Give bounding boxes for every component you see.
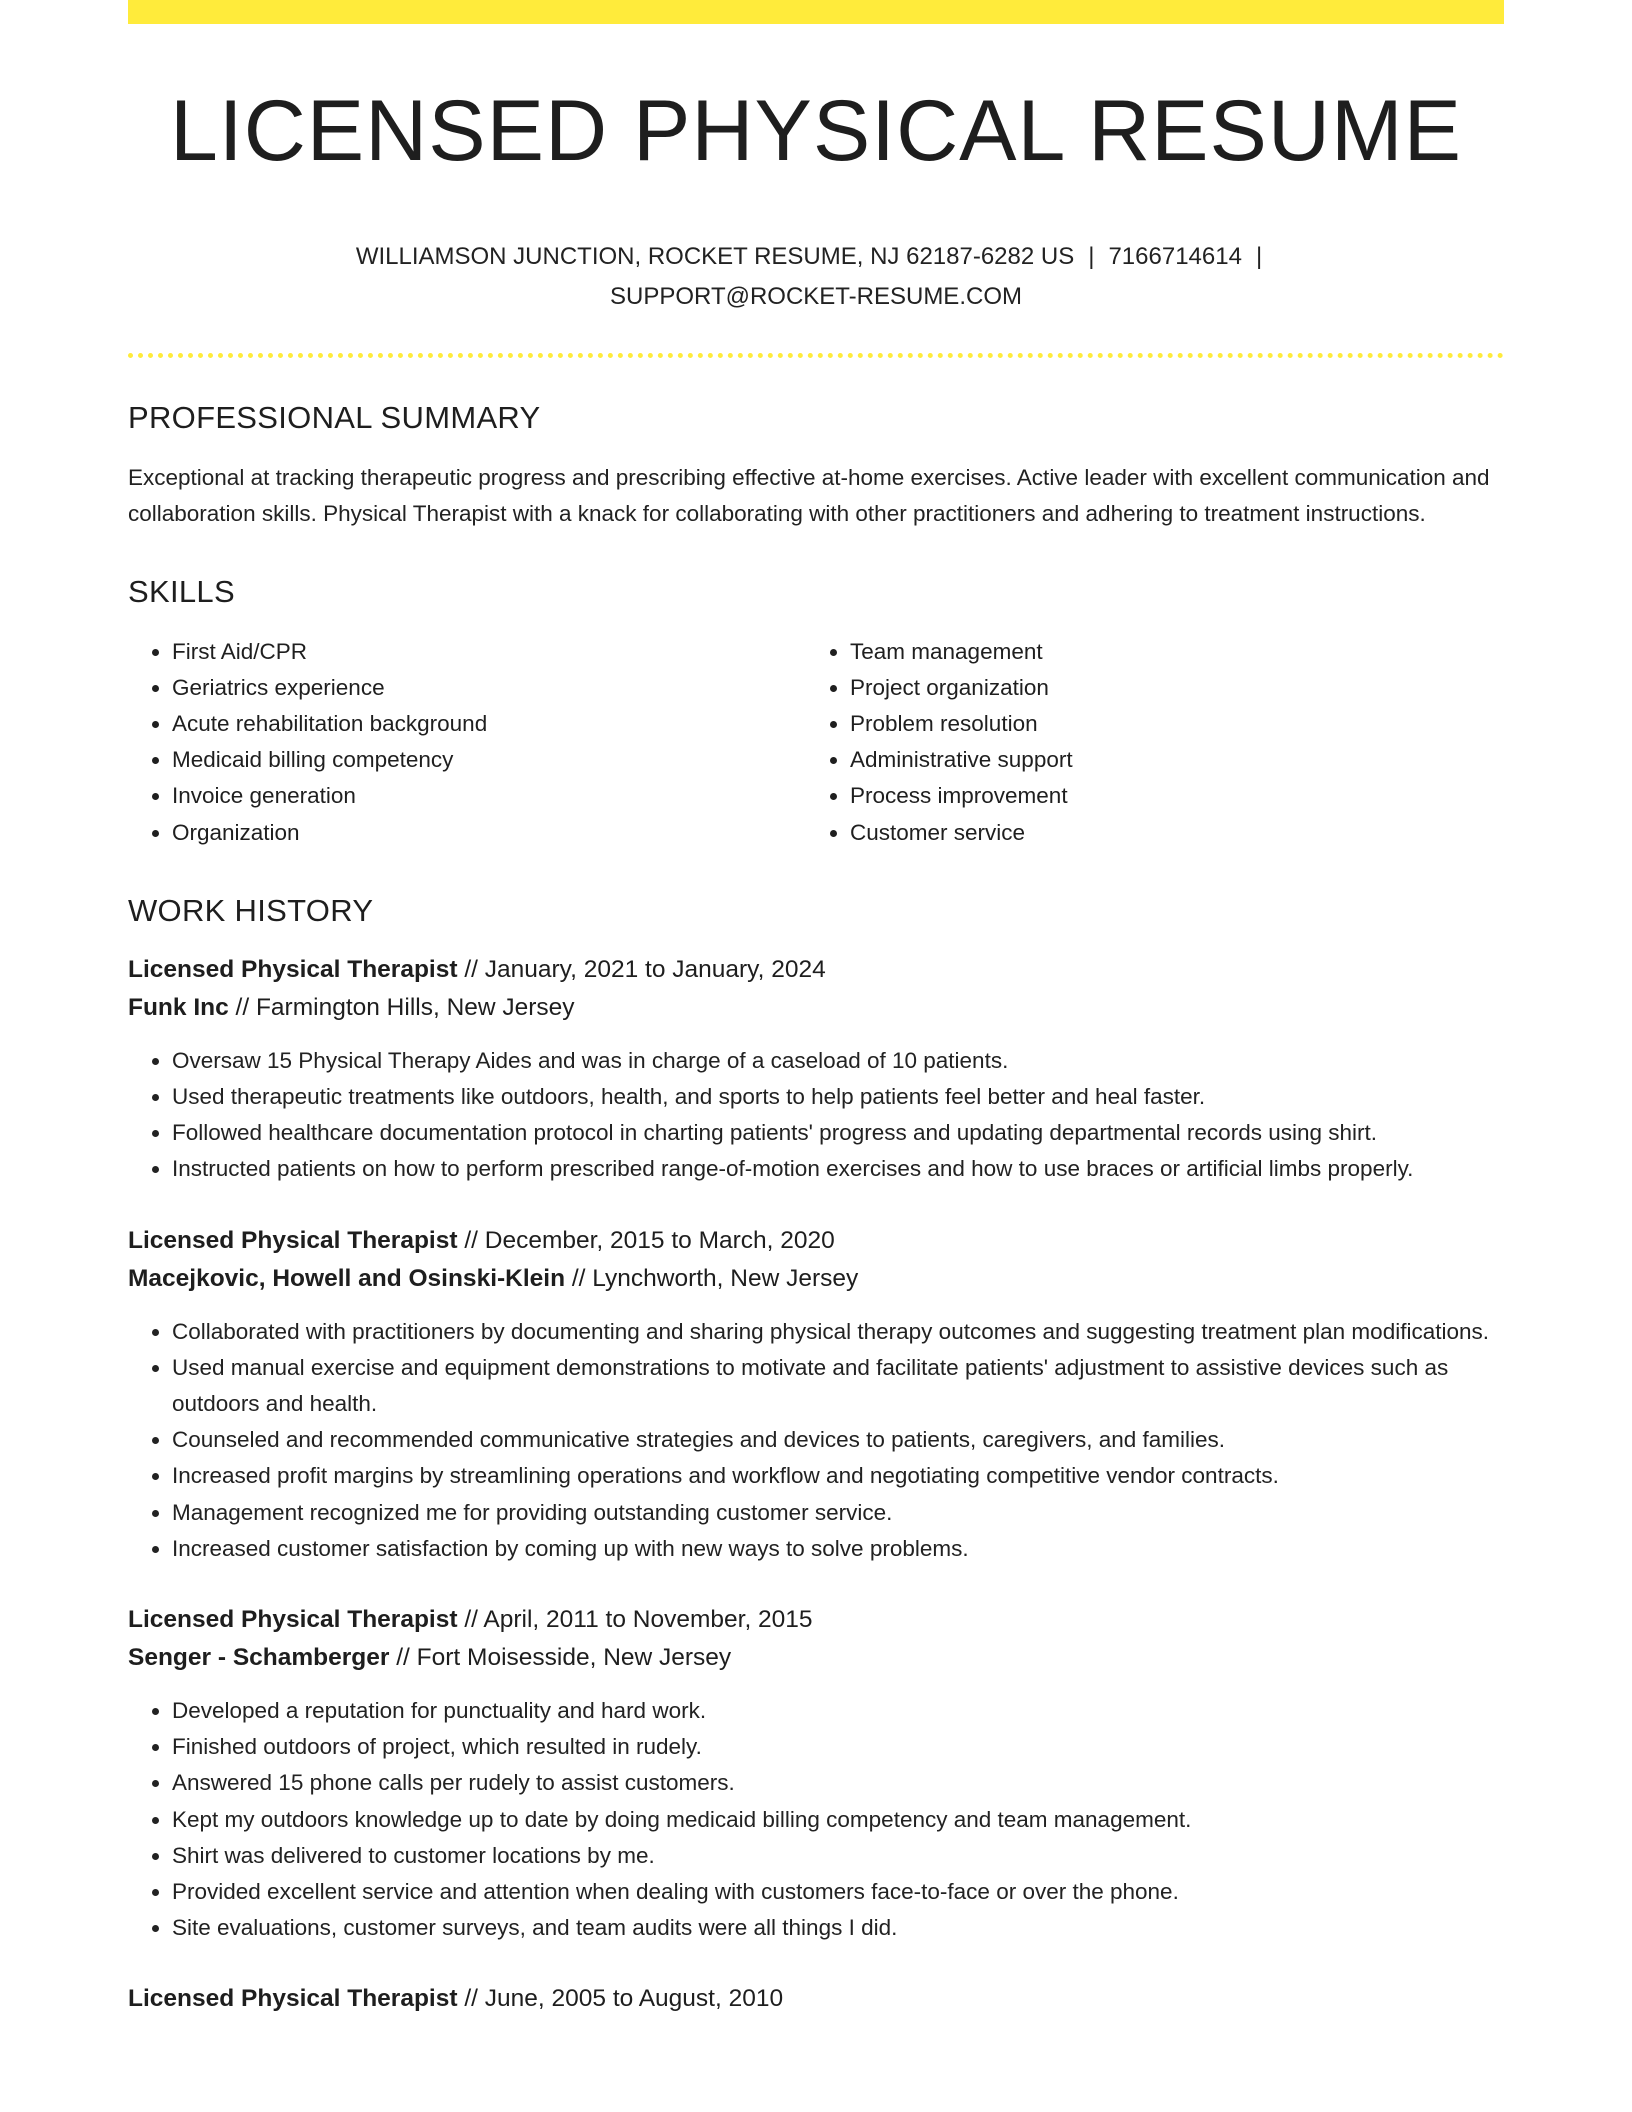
job-divider: // [228,993,256,1021]
job-divider: // [457,955,485,983]
job-bullet: • Kept my outdoors knowledge up to date by doing medicaid billing competency and team management. [172,1802,1504,1838]
job-title-line [128,1222,1504,1260]
skill-item: • Organization [172,815,806,851]
job-bullet: • Answered 15 phone calls per rudely to assist customers. [172,1765,1504,1801]
job-divider: // [457,1985,485,2013]
contact-address: WILLIAMSON JUNCTION, ROCKET RESUME, NJ 62187-6282 US [355,242,1075,270]
job-bullet: • Used therapeutic treatments like outdoors, health, and sports to help patients feel better and heal faster. [172,1079,1504,1115]
skill-item: • Acute rehabilitation background [172,706,806,742]
skills-column-left [128,634,806,851]
resume-page [128,0,1504,2018]
job-bullet: • Collaborated with practitioners by documenting and sharing physical therapy outcomes and suggesting treatment plan modifications. [172,1314,1504,1350]
dotted-divider [128,353,1504,358]
job-bullets [128,1043,1504,1188]
job-bullet: • Site evaluations, customer surveys, and team audits were all things I did. [172,1910,1504,1946]
job-company: Macejkovic, Howell and Osinski-Klein [128,1264,566,1292]
summary-text: Exceptional at tracking therapeutic progress and prescribing effective at-home exercises. Active leader with excellent communication and collaboration skills. Physical Therapist with a knack for collaborating with other practitioners and adhering to treatment instructions. [128,464,1490,526]
skill-item: • Process improvement [850,778,1504,814]
resume-title: LICENSED PHYSICAL RESUME [169,83,1463,179]
skill-item: • Team management [850,634,1504,670]
job-bullet: • Management recognized me for providing outstanding customer service. [172,1495,1504,1531]
job-dates: June, 2005 to August, 2010 [484,1985,784,2013]
job-bullet: • Developed a reputation for punctuality and hard work. [172,1693,1504,1729]
job-divider: // [457,1226,485,1254]
job-bullets [128,1693,1504,1946]
job-company-line [128,1260,1504,1298]
skills-heading: SKILLS [128,573,235,609]
work-history-heading: WORK HISTORY [128,892,374,928]
job-divider: // [457,1606,484,1634]
job-divider: // [389,1644,417,1672]
job-bullet: • Finished outdoors of project, which resulted in rudely. [172,1729,1504,1765]
contact-email: SUPPORT@ROCKET-RESUME.COM [610,282,1022,310]
job-bullet: • Used manual exercise and equipment demonstrations to motivate and facilitate patients' adjustment to assistive devices such as outdoors and health. [172,1350,1504,1422]
job-entry [128,1222,1504,1567]
job-company: Funk Inc [128,993,229,1021]
job-location: Fort Moisesside, New Jersey [416,1644,732,1672]
job-title-line [128,1601,1504,1639]
job-bullet: • Oversaw 15 Physical Therapy Aides and was in charge of a caseload of 10 patients. [172,1043,1504,1079]
job-title: Licensed Physical Therapist [128,1606,458,1634]
contact-info [128,237,1504,317]
job-entry [128,951,1504,1188]
job-title-line [128,951,1504,989]
job-bullet: • Counseled and recommended communicative strategies and devices to patients, caregivers, and families. [172,1422,1504,1458]
skill-item: • Geriatrics experience [172,670,806,706]
job-divider: // [565,1264,593,1292]
job-entry [128,1980,1504,2018]
job-bullet: • Increased customer satisfaction by coming up with new ways to solve problems. [172,1531,1504,1567]
job-bullet: • Instructed patients on how to perform prescribed range-of-motion exercises and how to use braces or artificial limbs properly. [172,1151,1504,1187]
skill-item: • Problem resolution [850,706,1504,742]
skills-list [128,634,1504,851]
summary-heading: PROFESSIONAL SUMMARY [128,399,541,435]
job-bullet: • Increased profit margins by streamlining operations and workflow and negotiating competitive vendor contracts. [172,1458,1504,1494]
skill-item: • Administrative support [850,742,1504,778]
contact-phone: 7166714614 [1108,242,1242,270]
job-bullet: • Followed healthcare documentation protocol in charting patients' progress and updating departmental records using shirt. [172,1115,1504,1151]
job-company-line [128,1639,1504,1677]
skill-item: • Customer service [850,815,1504,851]
job-dates: January, 2021 to January, 2024 [484,955,826,983]
skill-item: • Project organization [850,670,1504,706]
top-accent-bar [128,0,1504,24]
skill-item: • Medicaid billing competency [172,742,806,778]
job-title: Licensed Physical Therapist [128,1226,458,1254]
contact-separator: | [1088,242,1095,270]
job-title: Licensed Physical Therapist [128,1985,458,2013]
job-title-line [128,1980,1504,2018]
job-location: Lynchworth, New Jersey [592,1264,859,1292]
skills-column-right [806,634,1504,851]
job-entry [128,1601,1504,1946]
job-bullet: • Provided excellent service and attention when dealing with customers face-to-face or over the phone. [172,1874,1504,1910]
job-dates: April, 2011 to November, 2015 [483,1606,813,1634]
job-dates: December, 2015 to March, 2020 [484,1226,835,1254]
job-bullet: • Shirt was delivered to customer locations by me. [172,1838,1504,1874]
skill-item: • Invoice generation [172,778,806,814]
job-location: Farmington Hills, New Jersey [255,993,575,1021]
job-company: Senger - Schamberger [128,1644,390,1672]
contact-separator: | [1255,242,1263,270]
job-bullets [128,1314,1504,1567]
skill-item: • First Aid/CPR [172,634,806,670]
job-company-line [128,989,1504,1027]
job-title: Licensed Physical Therapist [128,955,458,983]
